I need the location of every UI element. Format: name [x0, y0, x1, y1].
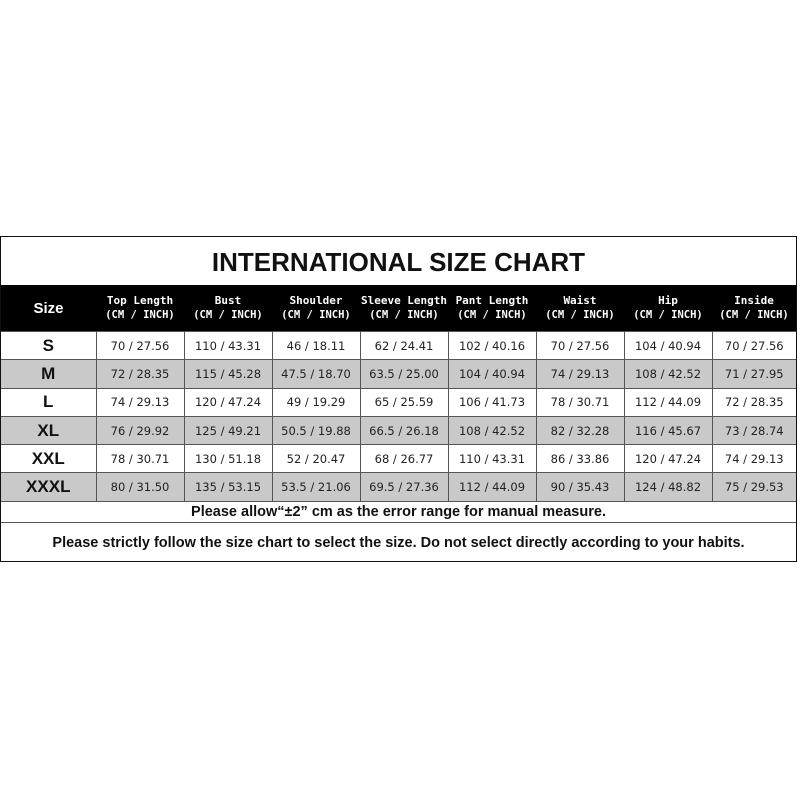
column-header — [184, 285, 272, 332]
size-label: M — [1, 360, 96, 388]
measurement-cell: 52 / 20.47 — [272, 445, 360, 473]
measurement-cell: 74 / 29.13 — [712, 445, 796, 473]
measurement-cell: 104 / 40.94 — [448, 360, 536, 388]
column-name: Top Length — [106, 294, 174, 307]
measurement-cell: 125 / 49.21 — [184, 416, 272, 444]
measurement-cell: 74 / 29.13 — [96, 388, 184, 416]
measurement-cell: 80 / 31.50 — [96, 473, 184, 501]
column-unit: (CM / INCH) — [105, 309, 175, 321]
column-name: Shoulder — [289, 294, 343, 307]
column-name: Bust — [214, 294, 242, 307]
column-unit: (CM / INCH) — [633, 309, 703, 321]
measurement-cell: 106 / 41.73 — [448, 388, 536, 416]
measurement-cell: 74 / 29.13 — [536, 360, 624, 388]
measurement-cell: 86 / 33.86 — [536, 445, 624, 473]
measurement-cell: 116 / 45.67 — [624, 416, 712, 444]
measurement-cell: 70 / 27.56 — [712, 332, 796, 360]
measurement-cell: 78 / 30.71 — [536, 388, 624, 416]
measurement-cell: 135 / 53.15 — [184, 473, 272, 501]
measurement-cell: 70 / 27.56 — [536, 332, 624, 360]
size-label: S — [1, 332, 96, 360]
measurement-cell: 69.5 / 27.36 — [360, 473, 448, 501]
size-label: L — [1, 388, 96, 416]
column-name: Size — [33, 299, 64, 317]
table-row — [1, 445, 796, 473]
table-row — [1, 416, 796, 444]
column-header — [536, 285, 624, 332]
column-unit: (CM / INCH) — [719, 309, 789, 321]
measurement-cell: 73 / 28.74 — [712, 416, 796, 444]
measurement-cell: 62 / 24.41 — [360, 332, 448, 360]
measurement-cell: 115 / 45.28 — [184, 360, 272, 388]
column-header — [360, 285, 448, 332]
measurement-cell: 110 / 43.31 — [448, 445, 536, 473]
measurement-cell: 47.5 / 18.70 — [272, 360, 360, 388]
measurement-cell: 65 / 25.59 — [360, 388, 448, 416]
measurement-cell: 104 / 40.94 — [624, 332, 712, 360]
table-header — [1, 285, 796, 332]
column-unit: (CM / INCH) — [457, 309, 527, 321]
table-row — [1, 388, 796, 416]
measurement-cell: 72 / 28.35 — [712, 388, 796, 416]
column-name: Sleeve Length — [360, 294, 448, 307]
column-name: Hip — [658, 294, 678, 307]
error-range-note: Please allow“±2” cm as the error range for manual measure. — [1, 502, 796, 523]
measurement-cell: 120 / 47.24 — [624, 445, 712, 473]
measurement-cell: 90 / 35.43 — [536, 473, 624, 501]
measurement-cell: 108 / 42.52 — [624, 360, 712, 388]
column-name: Waist — [563, 294, 597, 307]
column-header — [448, 285, 536, 332]
column-name: Inside — [734, 294, 774, 307]
follow-chart-note: Please strictly follow the size chart to select the size. Do not select directly according to your habits. — [52, 534, 745, 551]
measurement-cell: 110 / 43.31 — [184, 332, 272, 360]
measurement-cell: 130 / 51.18 — [184, 445, 272, 473]
measurement-cell: 71 / 27.95 — [712, 360, 796, 388]
size-label: XL — [1, 416, 96, 444]
measurement-cell: 63.5 / 25.00 — [360, 360, 448, 388]
column-unit: (CM / INCH) — [369, 309, 439, 321]
measurement-cell: 108 / 42.52 — [448, 416, 536, 444]
measurement-cell: 50.5 / 19.88 — [272, 416, 360, 444]
measurement-cell: 46 / 18.11 — [272, 332, 360, 360]
column-name: Pant Length — [455, 294, 529, 307]
column-header — [272, 285, 360, 332]
column-header — [712, 285, 796, 332]
measurement-cell: 76 / 29.92 — [96, 416, 184, 444]
measurement-cell: 82 / 32.28 — [536, 416, 624, 444]
measurement-cell: 112 / 44.09 — [624, 388, 712, 416]
column-header — [624, 285, 712, 332]
chart-title: INTERNATIONAL SIZE CHART — [211, 247, 586, 277]
column-header — [96, 285, 184, 332]
measurement-cell: 75 / 29.53 — [712, 473, 796, 501]
measurement-cell: 53.5 / 21.06 — [272, 473, 360, 501]
size-table — [1, 285, 796, 502]
measurement-cell: 78 / 30.71 — [96, 445, 184, 473]
measurement-cell: 66.5 / 26.18 — [360, 416, 448, 444]
measurement-cell: 120 / 47.24 — [184, 388, 272, 416]
column-unit: (CM / INCH) — [193, 309, 263, 321]
measurement-cell: 70 / 27.56 — [96, 332, 184, 360]
table-body — [1, 332, 796, 502]
table-row — [1, 360, 796, 388]
measurement-cell: 72 / 28.35 — [96, 360, 184, 388]
measurement-cell: 124 / 48.82 — [624, 473, 712, 501]
measurement-cell: 49 / 19.29 — [272, 388, 360, 416]
column-header-size — [1, 285, 96, 332]
column-unit: (CM / INCH) — [545, 309, 615, 321]
table-row — [1, 473, 796, 501]
size-label: XXL — [1, 445, 96, 473]
table-row — [1, 332, 796, 360]
size-label: XXXL — [1, 473, 96, 501]
column-unit: (CM / INCH) — [281, 309, 351, 321]
measurement-cell: 112 / 44.09 — [448, 473, 536, 501]
measurement-cell: 102 / 40.16 — [448, 332, 536, 360]
measurement-cell: 68 / 26.77 — [360, 445, 448, 473]
size-chart — [0, 236, 797, 562]
